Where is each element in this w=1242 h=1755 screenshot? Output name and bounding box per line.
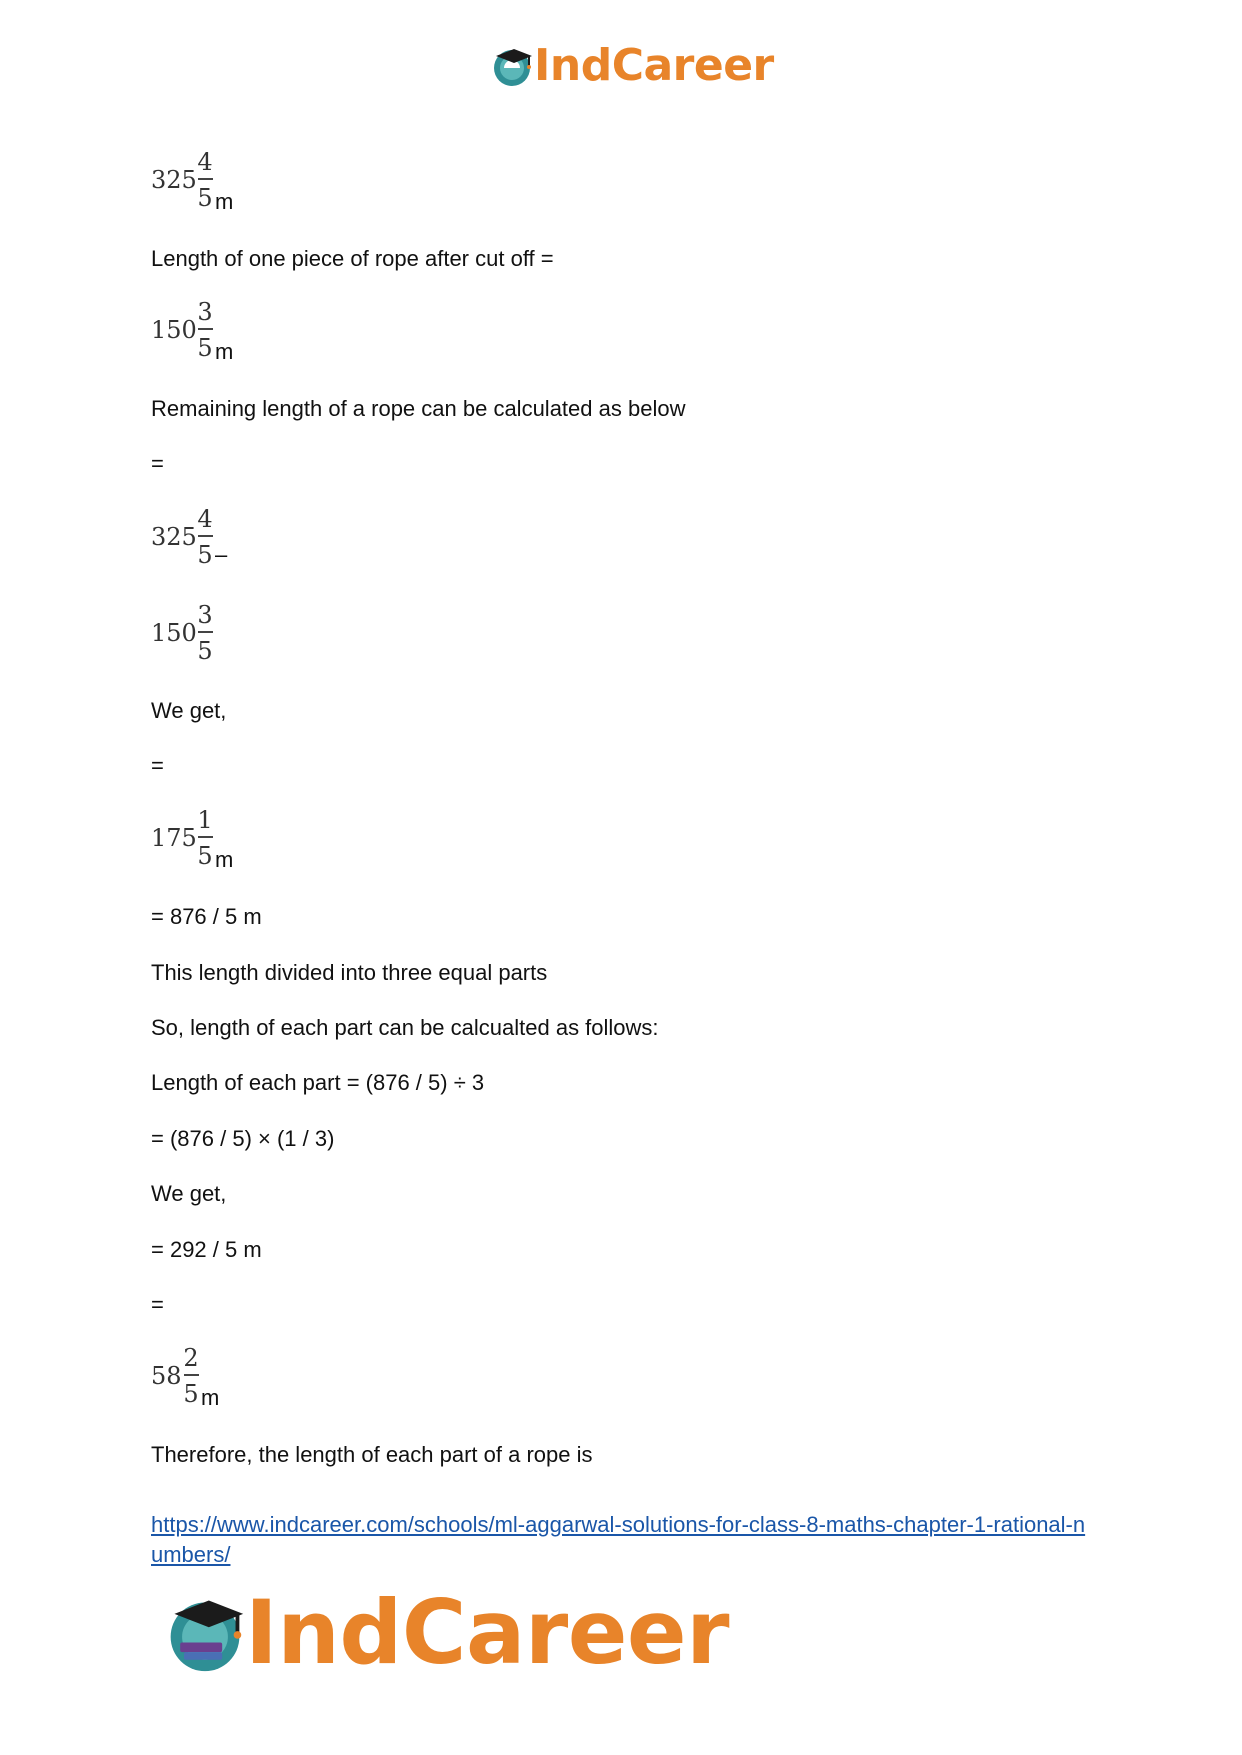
text-line: = 876 / 5 m [151,904,262,929]
text-line: Therefore, the length of each part of a rope is [151,1442,593,1467]
text-line: Length of one piece of rope after cut off = [151,246,554,271]
fraction-denominator: 5 [183,1380,199,1408]
fraction-whole: 150 [151,619,197,647]
fraction-numerator: 4 [197,505,213,533]
fraction-whole: 325 [151,523,197,551]
fraction-denominator: 5 [197,842,213,870]
fraction-numerator: 1 [197,806,213,834]
fraction-bar [198,328,213,330]
fraction-denominator: 5 [197,541,213,569]
fraction-unit: m [215,189,234,214]
text-line: Remaining length of a rope can be calculated as below [151,396,686,421]
text-line: = [151,1292,164,1317]
text-line: = 292 / 5 m [151,1237,262,1262]
fraction-whole: 325 [151,166,197,194]
text-line: So, length of each part can be calcualted as follows: [151,1015,659,1040]
fraction-whole: 58 [151,1362,182,1390]
fraction-operator: – [215,542,228,567]
fraction-whole: 150 [151,316,197,344]
text-line: = (876 / 5) × (1 / 3) [151,1126,335,1151]
fraction-numerator: 3 [197,298,213,326]
fraction-numerator: 4 [197,148,213,176]
fraction-bar [198,535,213,537]
fraction-numerator: 2 [183,1344,199,1372]
fraction-numerator: 3 [197,601,213,629]
graduation-globe-icon [490,44,534,88]
logo-text: IndCareer [245,1581,730,1684]
source-link[interactable]: https://www.indcareer.com/schools/ml-aggarwal-solutions-for-class-8-maths-chapter-1-rational-numbers/ [151,1512,1086,1567]
text-line: = [151,753,164,778]
text-line: We get, [151,1181,227,1206]
fraction-bar [198,178,213,180]
text-line: This length divided into three equal parts [151,960,548,985]
footer-logo [163,1581,730,1684]
fraction-unit: m [201,1385,220,1410]
text-line: Length of each part = (876 / 5) ÷ 3 [151,1070,485,1095]
fraction-denominator: 5 [197,637,213,665]
text-line: We get, [151,698,227,723]
logo-text: IndCareer [534,40,774,91]
fraction-whole: 175 [151,824,197,852]
header-logo [490,42,774,90]
fraction-denominator: 5 [197,184,213,212]
graduation-globe-icon [163,1591,247,1675]
fraction-bar [198,631,213,633]
fraction-unit: m [215,847,234,872]
fraction-unit: m [215,339,234,364]
text-line: = [151,451,164,476]
fraction-bar [184,1374,199,1376]
fraction-denominator: 5 [197,334,213,362]
fraction-bar [198,836,213,838]
